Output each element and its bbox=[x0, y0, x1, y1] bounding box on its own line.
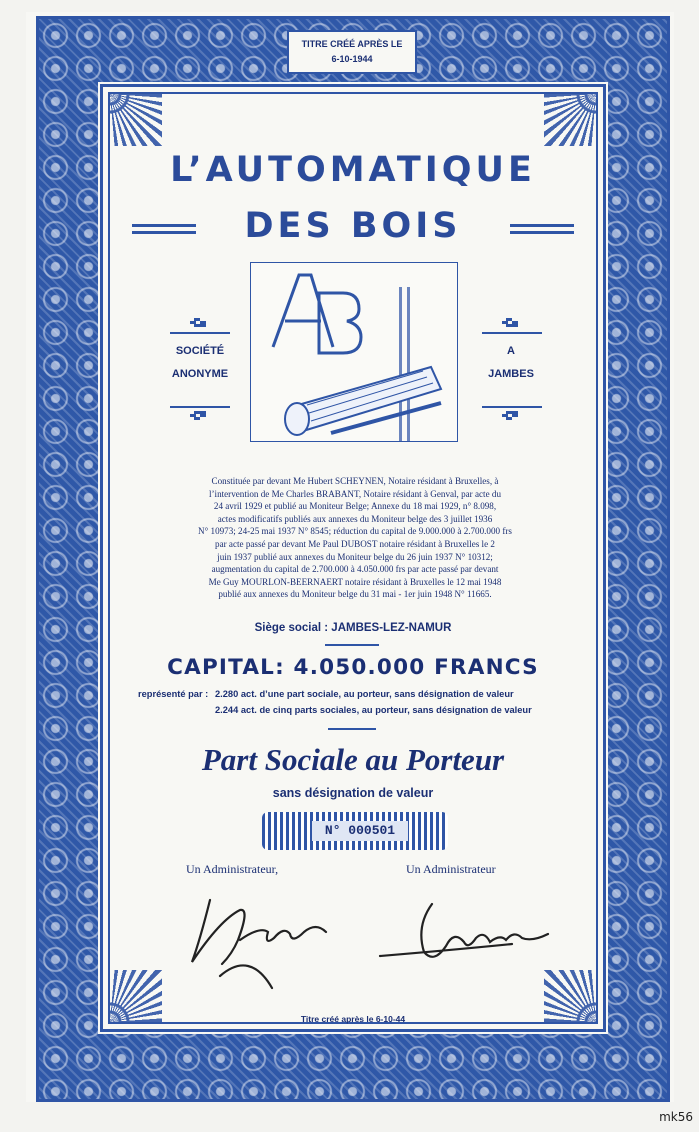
corner-fan-ornament bbox=[110, 94, 162, 146]
plate-line-2: 6-10-1944 bbox=[331, 54, 373, 64]
signature-right bbox=[372, 890, 562, 980]
represented-by-label: représenté par : bbox=[138, 689, 209, 699]
ab-logo-icon bbox=[251, 263, 457, 441]
share-subtitle: sans désignation de valeur bbox=[272, 786, 434, 800]
divider bbox=[325, 644, 379, 646]
legal-form-line-1: SOCIÉTÉ bbox=[175, 345, 225, 357]
step-ornament-icon bbox=[500, 318, 522, 328]
company-logo-panel bbox=[250, 262, 458, 442]
step-ornament-icon bbox=[188, 318, 210, 328]
legal-constitution-text bbox=[170, 475, 540, 601]
footer-issue-note: Titre créé après le 6-10-44 bbox=[300, 1014, 406, 1024]
legal-line: actes modificatifs publiés aux annexes du Moniteur belge des 3 juillet 1936 bbox=[217, 513, 493, 524]
legal-line: Constituée par devant Me Hubert SCHEYNEN, Notaire résidant à Bruxelles, à bbox=[211, 476, 499, 486]
step-ornament-icon bbox=[500, 410, 522, 420]
title-rule-right bbox=[510, 224, 574, 234]
represented-line-2: 2.244 act. de cinq parts sociales, au porteur, sans désignation de valeur bbox=[215, 705, 532, 715]
share-type-title: Part Sociale au Porteur bbox=[201, 742, 505, 777]
legal-line: par acte passé par devant Me Paul DUBOST notaire résidant à Bruxelles le 2 bbox=[215, 538, 495, 549]
registered-office: Siège social : JAMBES-LEZ-NAMUR bbox=[254, 622, 452, 634]
legal-form-line-2: ANONYME bbox=[171, 368, 229, 380]
signature-left bbox=[180, 880, 340, 1000]
signatory-label-left: Un Administrateur, bbox=[186, 862, 279, 876]
label-rule bbox=[170, 328, 230, 338]
step-ornament-icon bbox=[188, 410, 210, 420]
legal-line: N° 10973; 24-25 mai 1937 N° 8545; réduction du capital de 9.000.000 à 2.700.000 frs bbox=[198, 526, 512, 537]
represented-line-1: 2.280 act. d’une part sociale, au porteur, sans désignation de valeur bbox=[215, 689, 514, 699]
company-name-line-2: DES BOIS bbox=[244, 206, 462, 246]
legal-line: Me Guy MOURLON-BEERNAERT notaire résidant à Bruxelles le 12 mai 1948 bbox=[208, 576, 502, 587]
location-line-1: A bbox=[507, 345, 515, 357]
capital-amount: CAPITAL: 4.050.000 FRANCS bbox=[167, 655, 539, 680]
legal-form-label bbox=[155, 340, 245, 386]
legal-line: 24 avril 1929 et publié au Moniteur Belge; Annexe du 18 mai 1929, n° 8.098, bbox=[213, 501, 497, 512]
location-label bbox=[466, 340, 556, 386]
certificate-number: N° 000501 bbox=[312, 821, 408, 841]
divider bbox=[328, 728, 376, 730]
watermark: mk56 bbox=[659, 1110, 693, 1124]
company-name-line-1: L’AUTOMATIQUE bbox=[170, 150, 536, 190]
signatory-label-right: Un Administrateur bbox=[406, 862, 496, 876]
legal-line: publié aux annexes du Moniteur belge du 31 mai - 1er juin 1948 N° 11665. bbox=[218, 589, 492, 600]
legal-line: l’intervention de Me Charles BRABANT, Notaire résidant à Genval, par acte du bbox=[208, 488, 501, 499]
title-rule-left bbox=[132, 224, 196, 234]
certificate-number-cartouche bbox=[262, 812, 448, 850]
issue-date-plate bbox=[287, 30, 417, 74]
legal-line: augmentation du capital de 2.700.000 à 4.050.000 frs par acte passé par devant bbox=[211, 564, 499, 575]
location-line-2: JAMBES bbox=[488, 368, 534, 380]
label-rule bbox=[482, 328, 542, 338]
plate-line-1: TITRE CRÉÉ APRÈS LE bbox=[301, 39, 403, 49]
corner-fan-ornament bbox=[544, 94, 596, 146]
legal-line: juin 1937 publié aux annexes du Moniteur belge du 26 juin 1937 N° 10312; bbox=[217, 551, 493, 562]
